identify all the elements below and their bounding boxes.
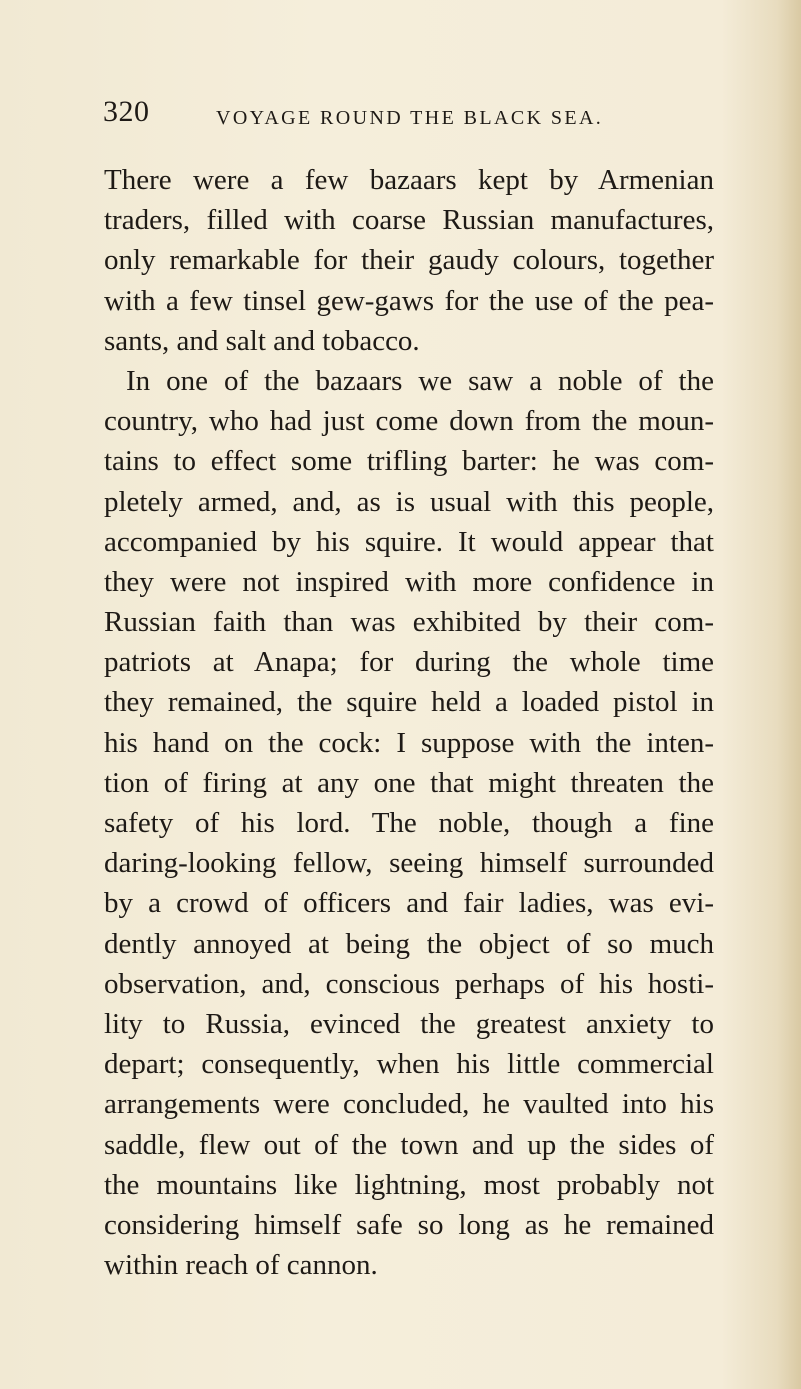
text-line: with a few tinsel gew-gaws for the use of the pea- bbox=[104, 284, 714, 317]
text-line: pletely armed, and, as is usual with this people, bbox=[104, 485, 714, 518]
text-line: accompanied by his squire. It would appear that bbox=[104, 525, 714, 558]
text-line: they remained, the squire held a loaded pistol in bbox=[104, 686, 714, 719]
text-line: saddle, flew out of the town and up the sides of bbox=[104, 1128, 714, 1161]
page-number: 320 bbox=[103, 95, 150, 128]
text-line: arrangements were concluded, he vaulted into his bbox=[104, 1088, 714, 1121]
text-line: tion of firing at any one that might threaten the bbox=[104, 766, 714, 799]
text-line: In one of the bazaars we saw a noble of the bbox=[126, 364, 714, 397]
text-line: within reach of cannon. bbox=[104, 1249, 378, 1282]
text-line: depart; consequently, when his little commercial bbox=[104, 1048, 714, 1081]
text-line: safety of his lord. The noble, though a fine bbox=[104, 807, 714, 839]
text-line: considering himself safe so long as he remained bbox=[104, 1208, 714, 1241]
text-line: by a crowd of officers and fair ladies, was evi- bbox=[104, 887, 714, 920]
page-header bbox=[103, 95, 663, 135]
text-line: traders, filled with coarse Russian manufactures, bbox=[104, 204, 714, 237]
text-line: dently annoyed at being the object of so much bbox=[104, 927, 714, 960]
text-line: lity to Russia, evinced the greatest anxiety to bbox=[104, 1007, 714, 1040]
running-title: VOYAGE ROUND THE BLACK SEA. bbox=[216, 107, 604, 129]
text-line: There were a few bazaars kept by Armenian bbox=[104, 164, 714, 196]
text-line: they were not inspired with more confidence in bbox=[104, 565, 714, 598]
text-line: sants, and salt and tobacco. bbox=[104, 324, 420, 357]
text-line: the mountains like lightning, most probably not bbox=[104, 1168, 714, 1201]
body-text bbox=[104, 160, 714, 1285]
text-line: observation, and, conscious perhaps of his hosti- bbox=[104, 967, 714, 1000]
text-line: his hand on the cock: I suppose with the inten- bbox=[104, 726, 714, 759]
text-line: Russian faith than was exhibited by their com- bbox=[104, 606, 714, 639]
text-line: only remarkable for their gaudy colours, together bbox=[104, 244, 714, 277]
text-line: country, who had just come down from the moun- bbox=[104, 405, 714, 438]
text-line: patriots at Anapa; for during the whole time bbox=[104, 646, 714, 679]
text-line: daring-looking fellow, seeing himself surrounded bbox=[104, 847, 714, 880]
text-line: tains to effect some trifling barter: he was com- bbox=[104, 445, 714, 478]
